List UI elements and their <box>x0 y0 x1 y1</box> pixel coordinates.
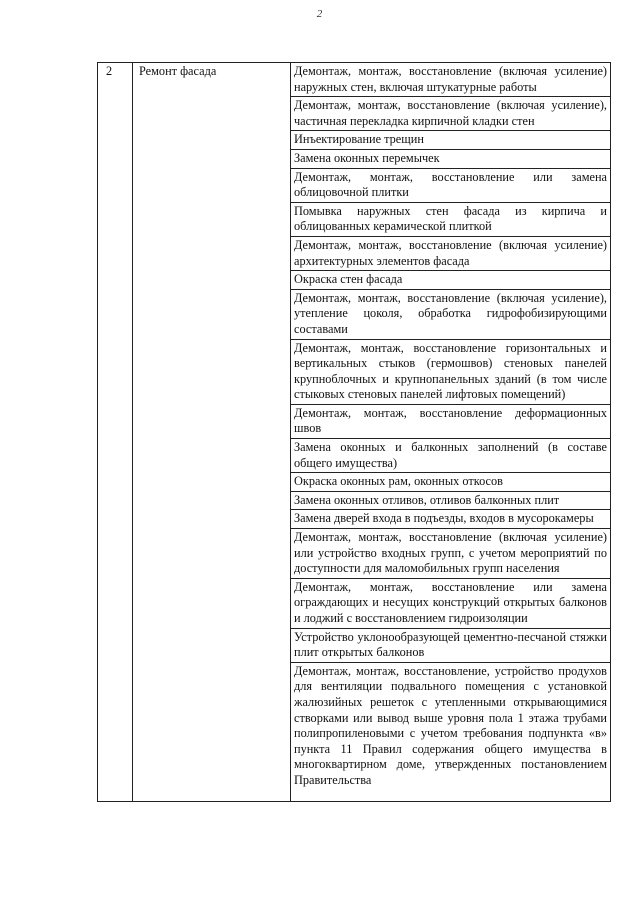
work-item-cell <box>291 202 611 236</box>
work-item-cell <box>291 662 611 801</box>
work-item: Демонтаж, монтаж, восстановление (включая усиление) наружных стен, включая штукатурные работы <box>294 64 607 94</box>
row-name-cell <box>133 63 291 802</box>
work-item-cell <box>291 149 611 168</box>
row-name: Ремонт фасада <box>139 64 217 78</box>
work-item-cell <box>291 473 611 492</box>
work-item-cell <box>291 271 611 290</box>
work-item: Замена оконных и балконных заполнений (в составе общего имущества) <box>294 440 607 470</box>
work-item: Демонтаж, монтаж, восстановление (включая усиление) или устройство входных групп, с учетом мероприятий по доступности для маломобильных групп населения <box>294 530 607 576</box>
works-table-body <box>98 63 611 802</box>
row-index-cell <box>98 63 133 802</box>
work-item-cell <box>291 628 611 662</box>
work-item: Демонтаж, монтаж, восстановление, устройство продухов для вентиляции подвального помещения с установкой жалюзийных решеток с утепленными открывающимися створками или вывод выше уровня пола 1 этажа трубами полипропиленовыми с учетом требования подпункта «в» пункта 11 Правил содержания общего имущества в многоквартирном доме, утвержденных постановлением Правительства <box>294 663 607 787</box>
work-item: Окраска стен фасада <box>294 272 403 287</box>
work-item-cell <box>291 289 611 339</box>
work-item: Демонтаж, монтаж, восстановление или замена ограждающих и несущих конструкций открытых балконов и лоджий с восстановлением гидроизоляции <box>294 579 607 625</box>
work-item: Замена оконных перемычек <box>294 150 440 165</box>
work-item: Инъектирование трещин <box>294 132 424 147</box>
work-item-cell <box>291 339 611 404</box>
table-row <box>98 63 611 97</box>
work-item: Помывка наружных стен фасада из кирпича и облицованных керамической плиткой <box>294 203 607 234</box>
work-item: Устройство уклонообразующей цементно-песчаной стяжки плит открытых балконов <box>294 629 607 660</box>
work-item: Демонтаж, монтаж, восстановление (включая усиление) архитектурных элементов фасада <box>294 237 607 268</box>
works-table <box>97 62 611 802</box>
work-item: Демонтаж, монтаж, восстановление (включая усиление), утепление цоколя, обработка гидрофобизирующими составами <box>294 290 607 336</box>
page-number: 2 <box>316 8 323 20</box>
row-index: 2 <box>106 64 113 78</box>
work-item-cell <box>291 168 611 202</box>
work-item: Окраска оконных рам, оконных откосов <box>294 474 503 489</box>
work-item: Демонтаж, монтаж, восстановление деформационных швов <box>294 405 607 436</box>
work-item-cell <box>291 97 611 131</box>
work-item-cell <box>291 510 611 529</box>
work-item: Замена дверей входа в подъезды, входов в мусорокамеры <box>294 511 594 526</box>
work-item-cell <box>291 131 611 150</box>
work-item: Замена оконных отливов, отливов балконных плит <box>294 492 560 507</box>
work-item: Демонтаж, монтаж, восстановление или замена облицовочной плитки <box>294 169 607 200</box>
work-item-cell <box>291 578 611 628</box>
work-item-cell <box>291 236 611 270</box>
work-item: Демонтаж, монтаж, восстановление (включая усиление), частичная перекладка кирпичной кладки стен <box>294 98 607 128</box>
work-item: Демонтаж, монтаж, восстановление горизонтальных и вертикальных стыков (гермошвов) стеновых панелей крупноблочных и крупнопанельных зданий (в том числе стыковых стеновых панелей лифтовых помещений) <box>294 340 607 402</box>
work-item-cell <box>291 439 611 473</box>
work-item-cell <box>291 63 611 97</box>
work-item-cell <box>291 404 611 438</box>
work-item-cell <box>291 529 611 579</box>
work-item-cell <box>291 491 611 510</box>
